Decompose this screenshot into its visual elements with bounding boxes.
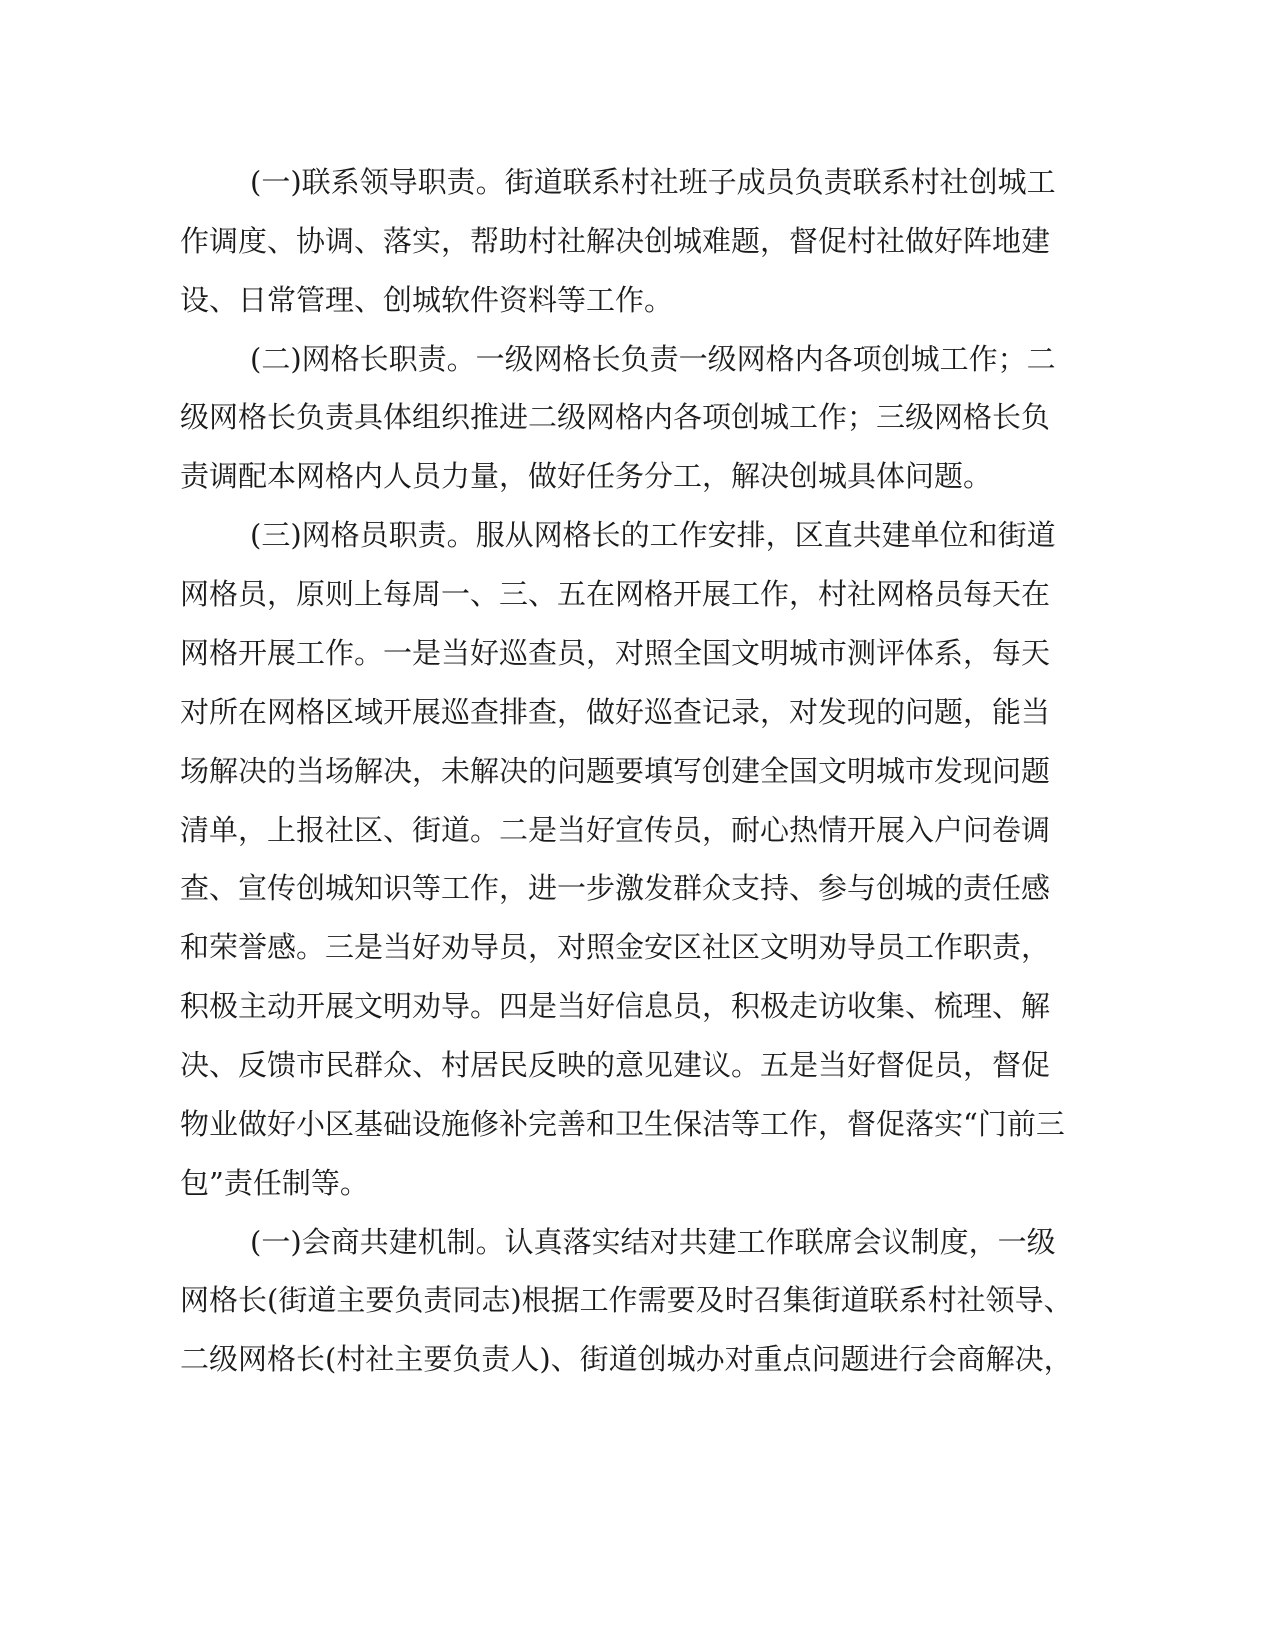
text-line: 对所在网格区域开展巡查排查，做好巡查记录，对发现的问题，能当 [180,695,1051,729]
text-line: 网格长(街道主要负责同志)根据工作需要及时召集街道联系村社领导、 [180,1283,1073,1317]
text-line: 清单，上报社区、街道。二是当好宣传员，耐心热情开展入户问卷调 [180,813,1051,847]
text-line: 包”责任制等。 [180,1166,369,1200]
text-line: 查、宣传创城知识等工作，进一步激发群众支持、参与创城的责任感 [180,871,1051,905]
text-line: 网格开展工作。一是当好巡查员，对照全国文明城市测评体系，每天 [180,636,1051,670]
text-line: 和荣誉感。三是当好劝导员，对照金安区社区文明劝导员工作职责， [180,930,1051,964]
text-line: 决、反馈市民群众、村居民反映的意见建议。五是当好督促员，督促 [180,1048,1051,1082]
text-line: 责调配本网格内人员力量，做好任务分工，解决创城具体问题。 [180,459,993,493]
text-line: 作调度、协调、落实，帮助村社解决创城难题，督促村社做好阵地建 [180,224,1051,258]
text-line: 级网格长负责具体组织推进二级网格内各项创城工作；三级网格长负 [180,400,1051,434]
text-line: (一)会商共建机制。认真落实结对共建工作联席会议制度，一级 [250,1225,1056,1259]
text-line: 物业做好小区基础设施修补完善和卫生保洁等工作，督促落实“门前三 [180,1107,1065,1141]
text-line: 网格员，原则上每周一、三、五在网格开展工作，村社网格员每天在 [180,577,1051,611]
text-line: 设、日常管理、创城软件资料等工作。 [180,283,674,317]
text-line: 二级网格长(村社主要负责人)、街道创城办对重点问题进行会商解决， [180,1342,1073,1376]
text-line: 积极主动开展文明劝导。四是当好信息员，积极走访收集、梳理、解 [180,989,1051,1023]
text-line: 场解决的当场解决，未解决的问题要填写创建全国文明城市发现问题 [180,754,1051,788]
text-line: (三)网格员职责。服从网格长的工作安排，区直共建单位和街道 [250,518,1056,552]
text-line: (一)联系领导职责。街道联系村社班子成员负责联系村社创城工 [250,165,1056,199]
text-line: (二)网格长职责。一级网格长负责一级网格内各项创城工作；二 [250,342,1056,376]
